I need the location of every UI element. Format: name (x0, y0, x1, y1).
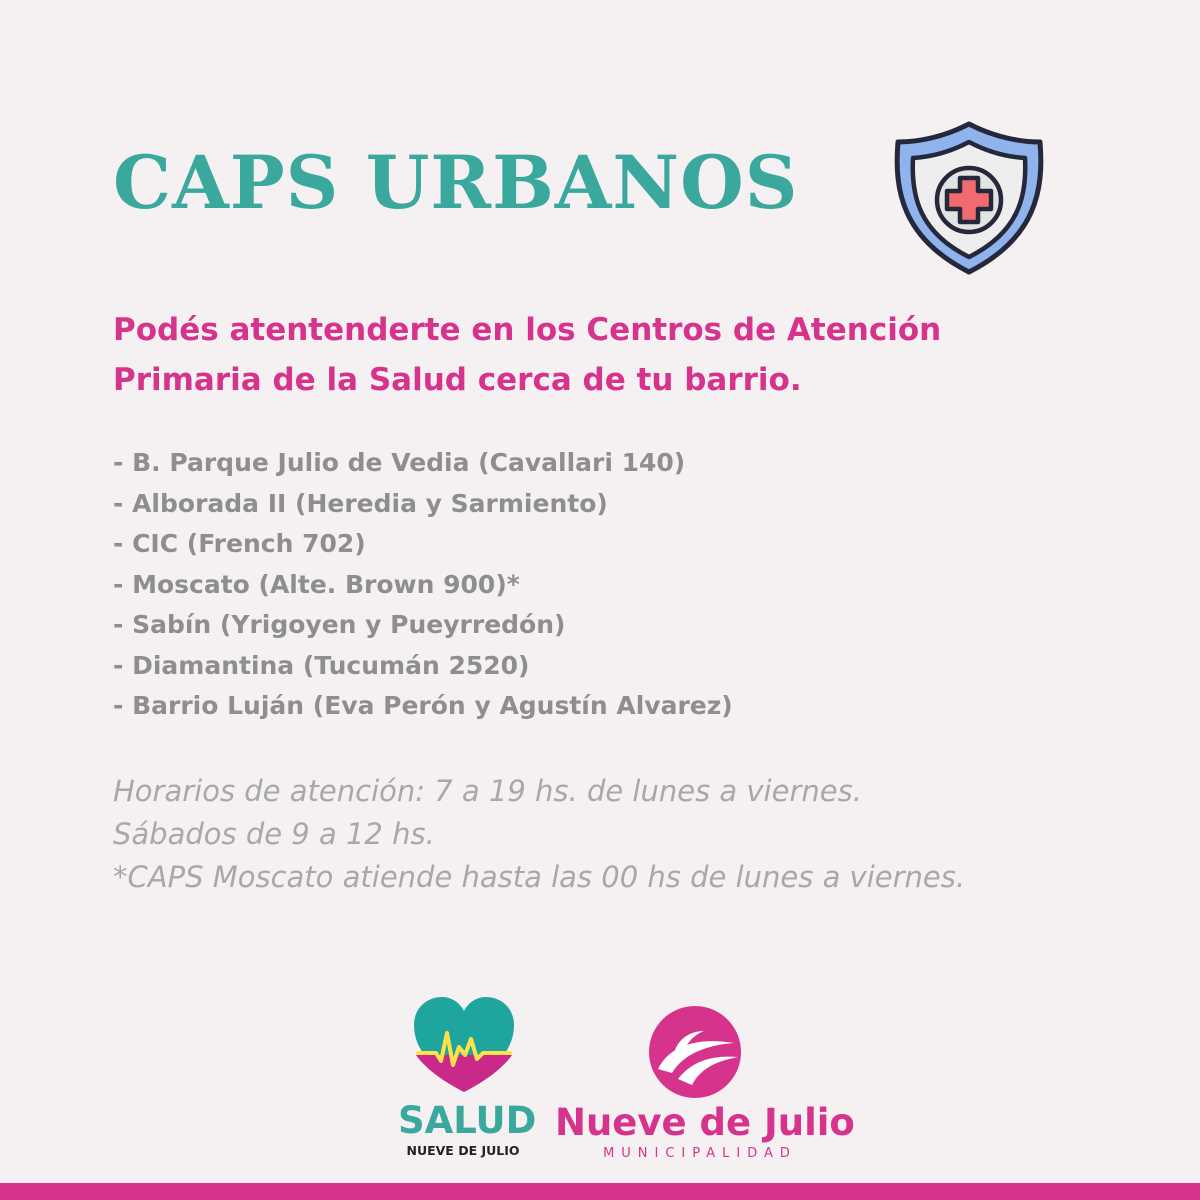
centers-list (113, 443, 733, 727)
road-emblem-icon (648, 1005, 742, 1099)
salud-logo (398, 995, 537, 1165)
municipality-logo-subtitle: MUNICIPALIDAD (603, 1146, 797, 1161)
list-item: - B. Parque Julio de Vedia (Cavallari 140) (113, 448, 686, 477)
opening-hours (113, 770, 965, 899)
subtitle (113, 305, 941, 405)
heart-pulse-icon (412, 995, 516, 1095)
hours-line: Sábados de 9 a 12 hs. (113, 817, 435, 851)
municipality-logo-name: Nueve de Julio (555, 1101, 855, 1144)
bottom-accent-bar (0, 1183, 1200, 1200)
medical-shield-icon (888, 120, 1050, 276)
list-item: - Diamantina (Tucumán 2520) (113, 650, 530, 680)
subtitle-line: Primaria de la Salud cerca de tu barrio. (113, 362, 802, 398)
hours-line: Horarios de atención: 7 a 19 hs. de lunes a viernes. (113, 774, 862, 808)
page-title: CAPS URBANOS (113, 140, 799, 226)
salud-logo-subtitle: NUEVE DE JULIO (406, 1143, 520, 1158)
municipality-logo (555, 1005, 855, 1165)
list-item: - Sabín (Yrigoyen y Pueyrredón) (113, 610, 566, 639)
list-item: - CIC (French 702) (113, 529, 366, 558)
list-item: - Alborada II (Heredia y Sarmiento) (113, 488, 608, 518)
salud-logo-name: SALUD (398, 1099, 537, 1142)
list-item: - Moscato (Alte. Brown 900)* (113, 569, 520, 599)
subtitle-line: Podés atentenderte en los Centros de Atención (113, 312, 942, 348)
list-item: - Barrio Luján (Eva Perón y Agustín Alvarez) (113, 691, 733, 720)
hours-note: *CAPS Moscato atiende hasta las 00 hs de lunes a viernes. (113, 860, 966, 894)
